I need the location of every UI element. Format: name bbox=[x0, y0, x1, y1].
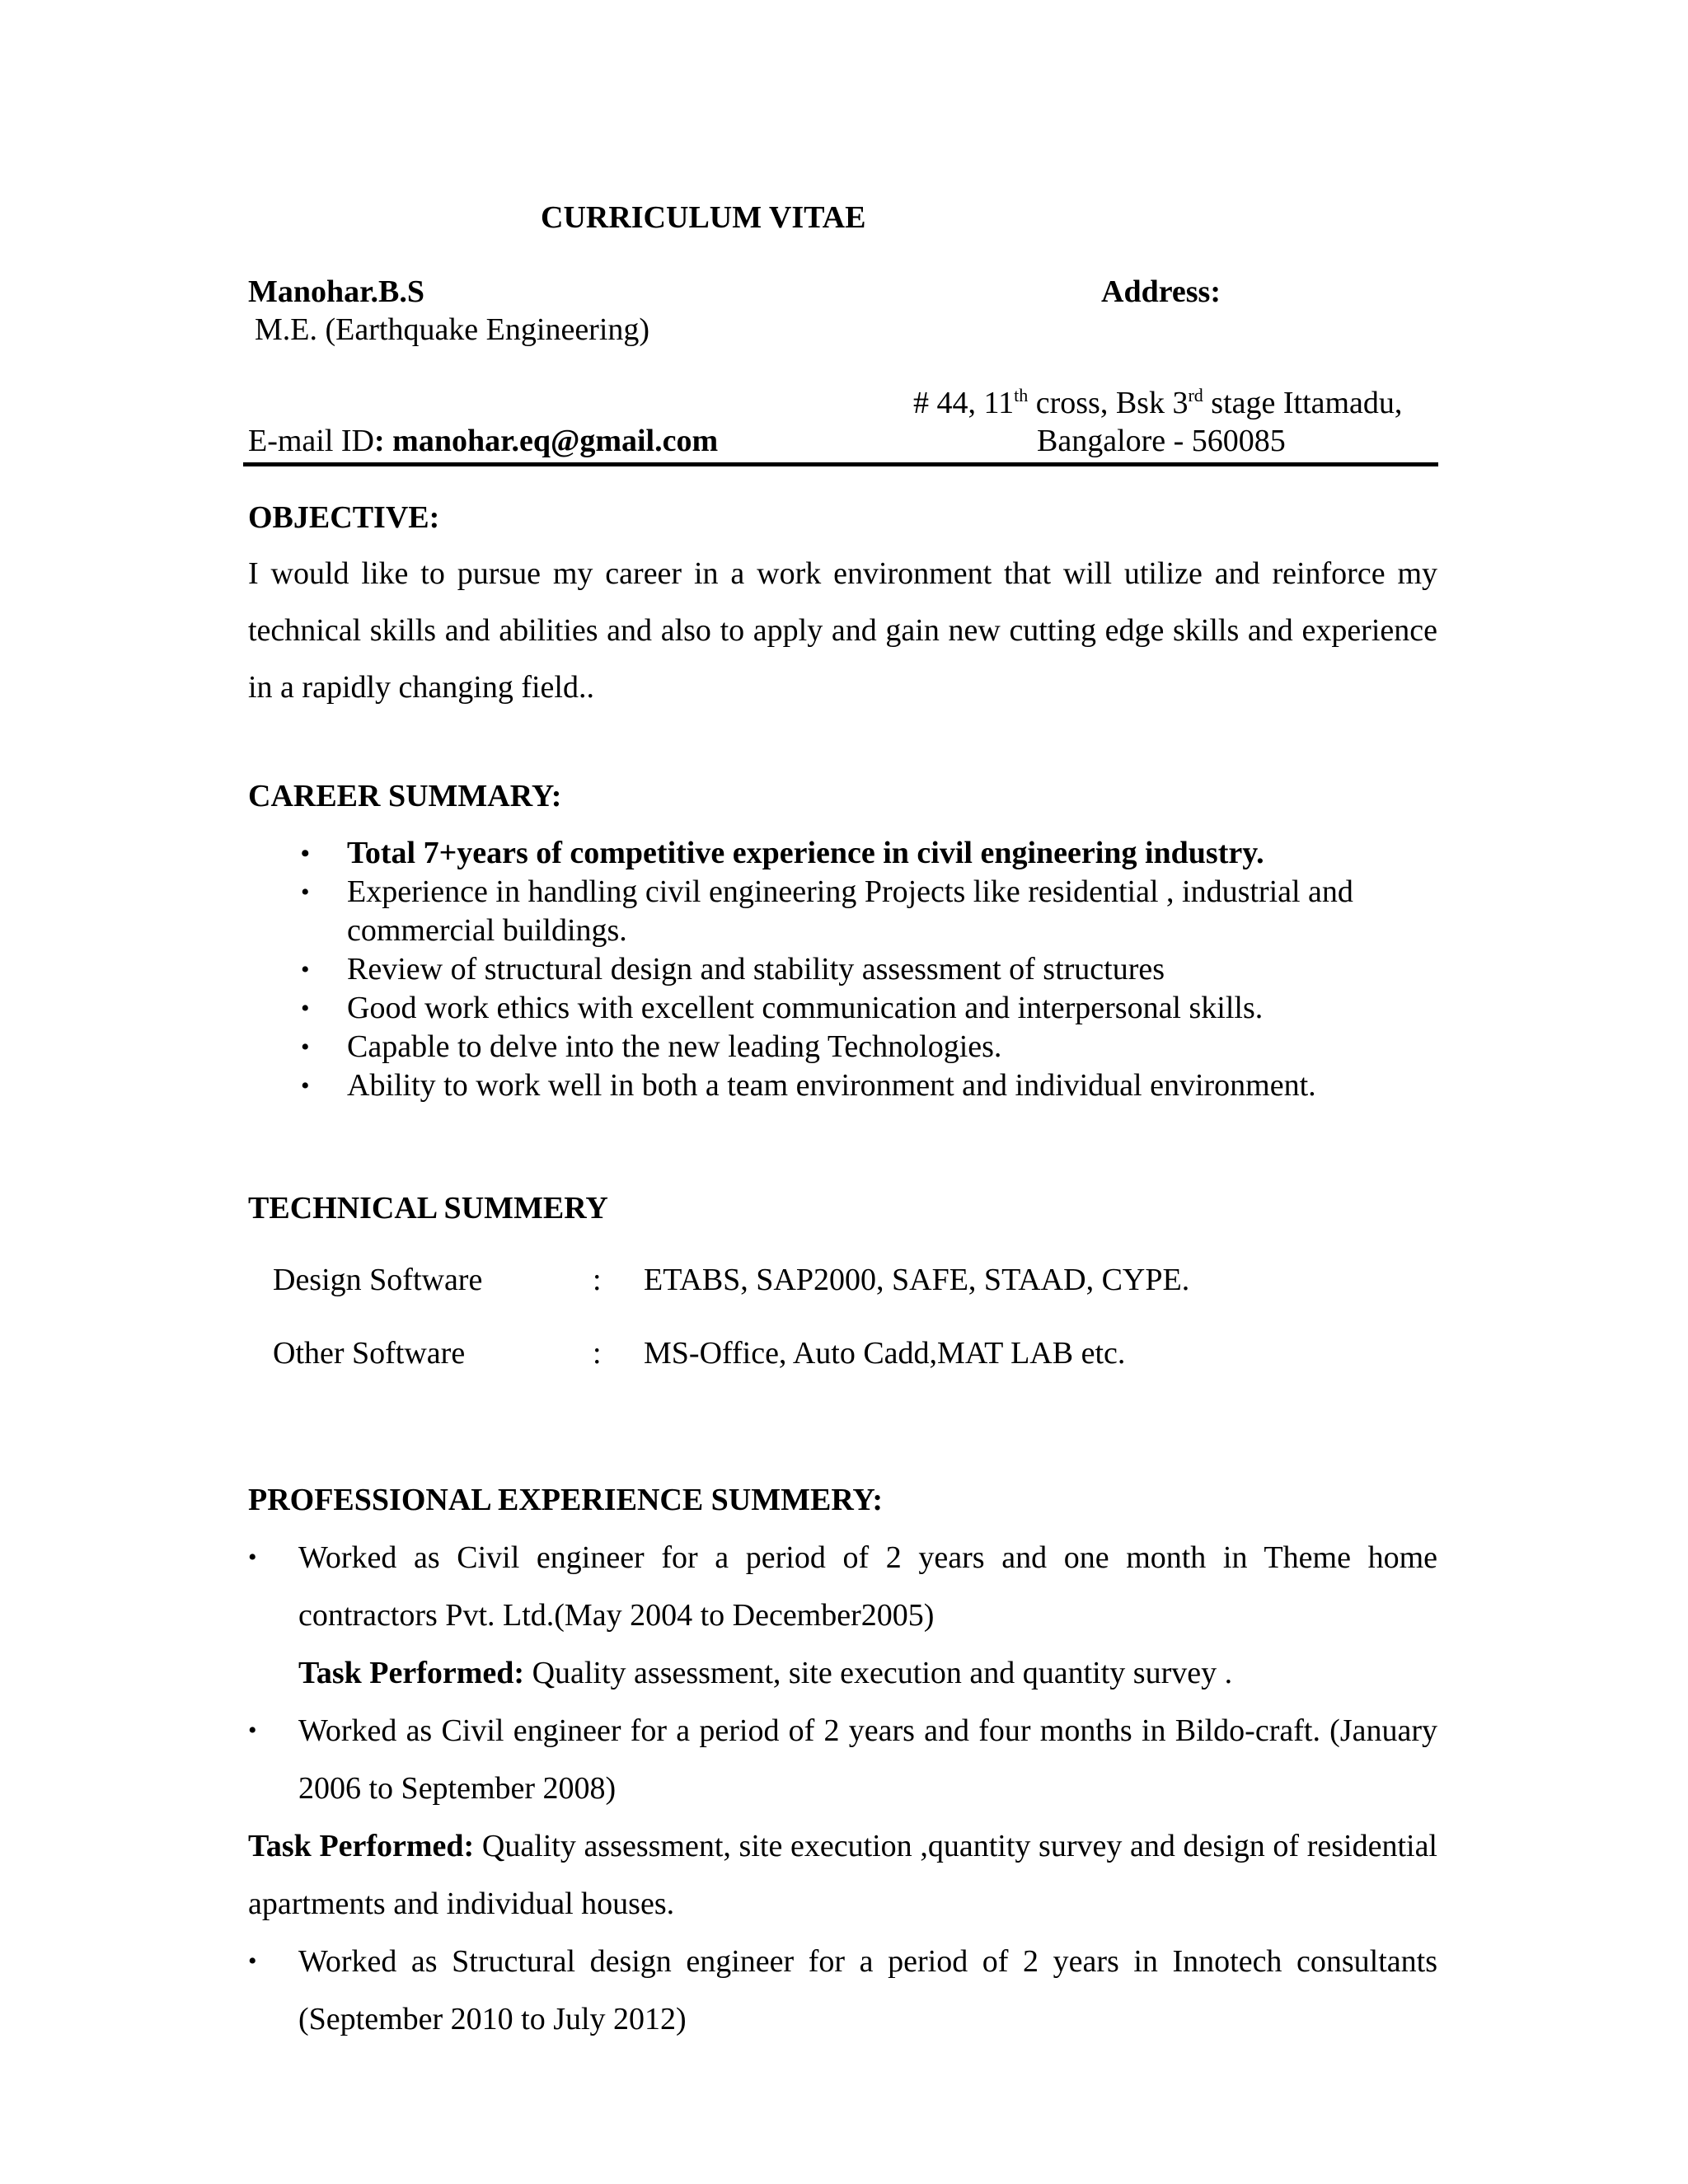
task-performed bbox=[248, 1644, 1437, 1702]
address-line-1-part: cross, Bsk 3 bbox=[1028, 386, 1189, 420]
list-item bbox=[248, 989, 1437, 1028]
address-heading: Address: bbox=[1101, 274, 1221, 309]
address-line-1 bbox=[913, 384, 1402, 422]
list-item bbox=[248, 1028, 1437, 1066]
email-label: E-mail ID bbox=[248, 424, 375, 458]
address-line-1-part: # 44, 11 bbox=[913, 386, 1015, 420]
list-item bbox=[248, 950, 1437, 989]
task-label: Task Performed: bbox=[248, 1829, 475, 1863]
tech-row-separator: : bbox=[593, 1263, 602, 1297]
experience-item bbox=[248, 1529, 1437, 1644]
bullet-icon: • bbox=[301, 840, 310, 867]
objective-heading: OBJECTIVE: bbox=[248, 500, 440, 535]
list-item-text: Review of structural design and stability assessment of structures bbox=[347, 952, 1165, 987]
objective-text: I would like to pursue my career in a work environment that will utilize and reinforce my technical skills and abilities and also to apply and gain new cutting edge skills and experience in a rapidly changing field.. bbox=[248, 556, 1437, 705]
bullet-icon: • bbox=[248, 1947, 257, 1975]
career-summary-heading: CAREER SUMMARY: bbox=[248, 779, 562, 813]
list-item-text: Good work ethics with excellent communication and interpersonal skills. bbox=[347, 991, 1264, 1025]
tech-row-value: ETABS, SAP2000, SAFE, STAAD, CYPE. bbox=[644, 1263, 1190, 1297]
list-item-text: Total 7+years of competitive experience in civil engineering industry. bbox=[347, 836, 1264, 870]
experience-item bbox=[248, 1702, 1437, 1817]
bullet-icon: • bbox=[301, 956, 310, 983]
list-item bbox=[248, 834, 1437, 873]
tech-row-value: MS-Office, Auto Cadd,MAT LAB etc. bbox=[644, 1336, 1126, 1371]
bullet-icon: • bbox=[301, 1033, 310, 1061]
career-summary-list bbox=[248, 834, 1437, 1105]
bullet-icon: • bbox=[301, 879, 310, 906]
document-title: CURRICULUM VITAE bbox=[541, 200, 866, 235]
task-label: Task Performed: bbox=[298, 1656, 525, 1690]
tech-row-separator: : bbox=[593, 1336, 602, 1371]
experience-list bbox=[248, 1529, 1437, 2048]
list-item-text: Experience in handling civil engineering Projects like residential , industrial and commercial buildings. bbox=[347, 874, 1353, 948]
bullet-icon: • bbox=[301, 1072, 310, 1099]
experience-item bbox=[248, 1933, 1437, 2048]
bullet-icon: • bbox=[248, 1544, 257, 1571]
tech-row-label: Design Software bbox=[273, 1263, 483, 1297]
task-text: Quality assessment, site execution ,quantity survey and design of residential apartments and individual houses. bbox=[248, 1829, 1437, 1921]
task-performed bbox=[248, 1817, 1437, 1933]
technical-summary-heading: TECHNICAL SUMMERY bbox=[248, 1191, 608, 1226]
header-divider bbox=[243, 462, 1438, 466]
experience-text: Worked as Civil engineer for a period of 2 years and one month in Theme home contractors Pvt. Ltd.(May 2004 to December2005) bbox=[298, 1540, 1437, 1633]
tech-row-label: Other Software bbox=[273, 1336, 466, 1371]
candidate-degree: M.E. (Earthquake Engineering) bbox=[255, 312, 650, 347]
experience-text: Worked as Civil engineer for a period of 2 years and four months in Bildo-craft. (January 2006 to September 2008) bbox=[298, 1713, 1437, 1806]
bullet-icon: • bbox=[301, 995, 310, 1022]
list-item bbox=[248, 873, 1437, 950]
ordinal-suffix: th bbox=[1014, 385, 1029, 405]
address-line-2: Bangalore - 560085 bbox=[1037, 424, 1286, 458]
bullet-icon: • bbox=[248, 1717, 257, 1744]
professional-experience-heading: PROFESSIONAL EXPERIENCE SUMMERY: bbox=[248, 1483, 884, 1517]
email-address[interactable]: manohar.eq@gmail.com bbox=[392, 424, 719, 458]
list-item-text: Capable to delve into the new leading Technologies. bbox=[347, 1029, 1002, 1064]
ordinal-suffix: rd bbox=[1188, 385, 1203, 405]
task-text: Quality assessment, site execution and quantity survey . bbox=[524, 1656, 1233, 1690]
address-line-1-part: stage Ittamadu, bbox=[1203, 386, 1403, 420]
experience-text: Worked as Structural design engineer for a period of 2 years in Innotech consultants (September 2010 to July 2012) bbox=[298, 1944, 1437, 2036]
list-item bbox=[248, 1066, 1437, 1105]
email-colon: : bbox=[374, 424, 385, 458]
candidate-name: Manohar.B.S bbox=[248, 274, 424, 309]
list-item-text: Ability to work well in both a team environment and individual environment. bbox=[347, 1068, 1316, 1103]
email-line bbox=[248, 422, 718, 460]
